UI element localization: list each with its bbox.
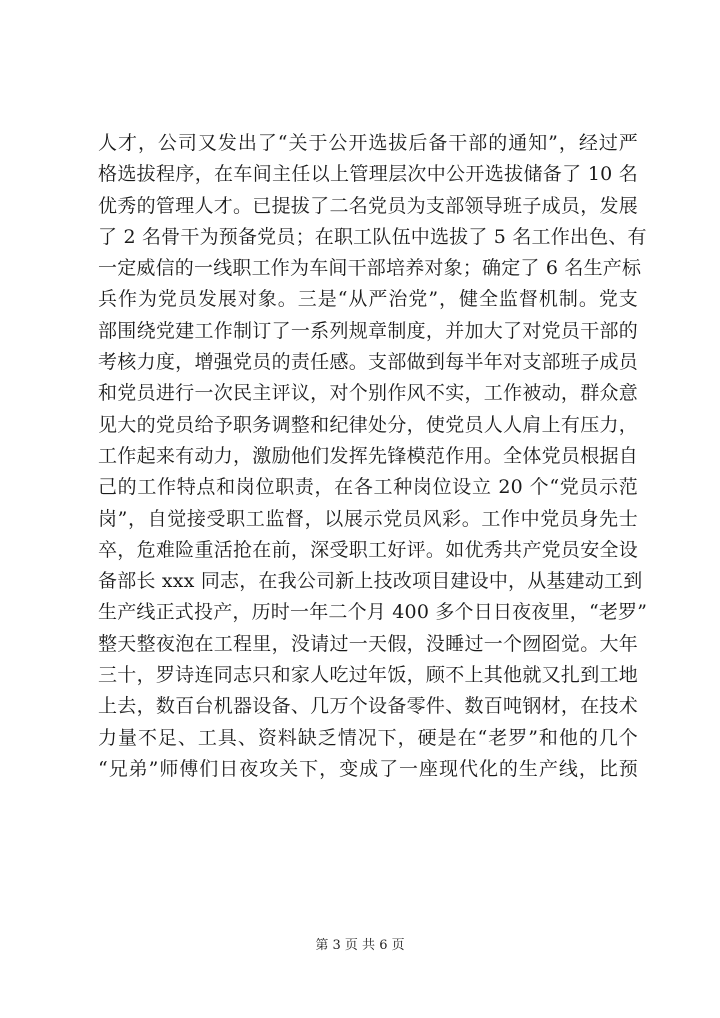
page-number-label: 第 3 页 共 6 页 [315,938,405,953]
text-line: 一定威信的一线职工作为车间干部培养对象；确定了 6 名生产标 [98,257,642,280]
text-line: 整天整夜泡在工程里，没请过一天假，没睡过一个囫囵觉。大年 [98,632,638,655]
text-line: 力量不足、工具、资料缺乏情况下，硬是在“老罗”和他的几个 [98,726,638,749]
text-line: 备部长 xxx 同志，在我公司新上技改项目建设中，从基建动工到 [98,570,643,593]
text-line: 上去，数百台机器设备、几万个设备零件、数百吨钢材，在技术 [98,695,638,718]
body-paragraph [98,128,648,785]
text-line: “兄弟”师傅们日夜攻关下，变成了一座现代化的生产线，比预 [98,757,638,780]
text-line: 部围绕党建工作制订了一系列规章制度，并加大了对党员干部的 [98,319,638,342]
text-line: 考核力度，增强党员的责任感。支部做到每半年对支部班子成员 [98,351,638,374]
text-line: 了 2 名骨干为预备党员；在职工队伍中选拔了 5 名工作出色、有 [98,225,647,248]
text-line: 己的工作特点和岗位职责，在各工种岗位设立 20 个“党员示范 [98,476,638,499]
page-footer [0,937,720,955]
text-line: 兵作为党员发展对象。三是“从严治党”，健全监督机制。党支 [98,288,638,311]
text-line: 卒，危难险重活抢在前，深受职工好评。如优秀共产党员安全设 [98,538,638,561]
text-line: 生产线正式投产，历时一年二个月 400 多个日日夜夜里，“老罗” [98,601,648,624]
text-line: 人才，公司又发出了“关于公开选拔后备干部的通知”，经过严 [98,132,638,154]
text-line: 工作起来有动力，激励他们发挥先锋模范作用。全体党员根据自 [98,444,638,467]
text-line: 和党员进行一次民主评议，对个别作风不实，工作被动，群众意 [98,382,638,405]
text-line: 优秀的管理人才。已提拔了二名党员为支部领导班子成员，发展 [98,194,638,217]
text-line: 见大的党员给予职务调整和纪律处分，使党员人人肩上有压力， [98,413,638,436]
text-line: 格选拔程序，在车间主任以上管理层次中公开选拔储备了 10 名 [98,163,638,186]
text-line: 岗”，自觉接受职工监督，以展示党员风彩。工作中党员身先士 [98,507,638,530]
text-line: 三十，罗诗连同志只和家人吃过年饭，顾不上其他就又扎到工地 [98,664,638,687]
